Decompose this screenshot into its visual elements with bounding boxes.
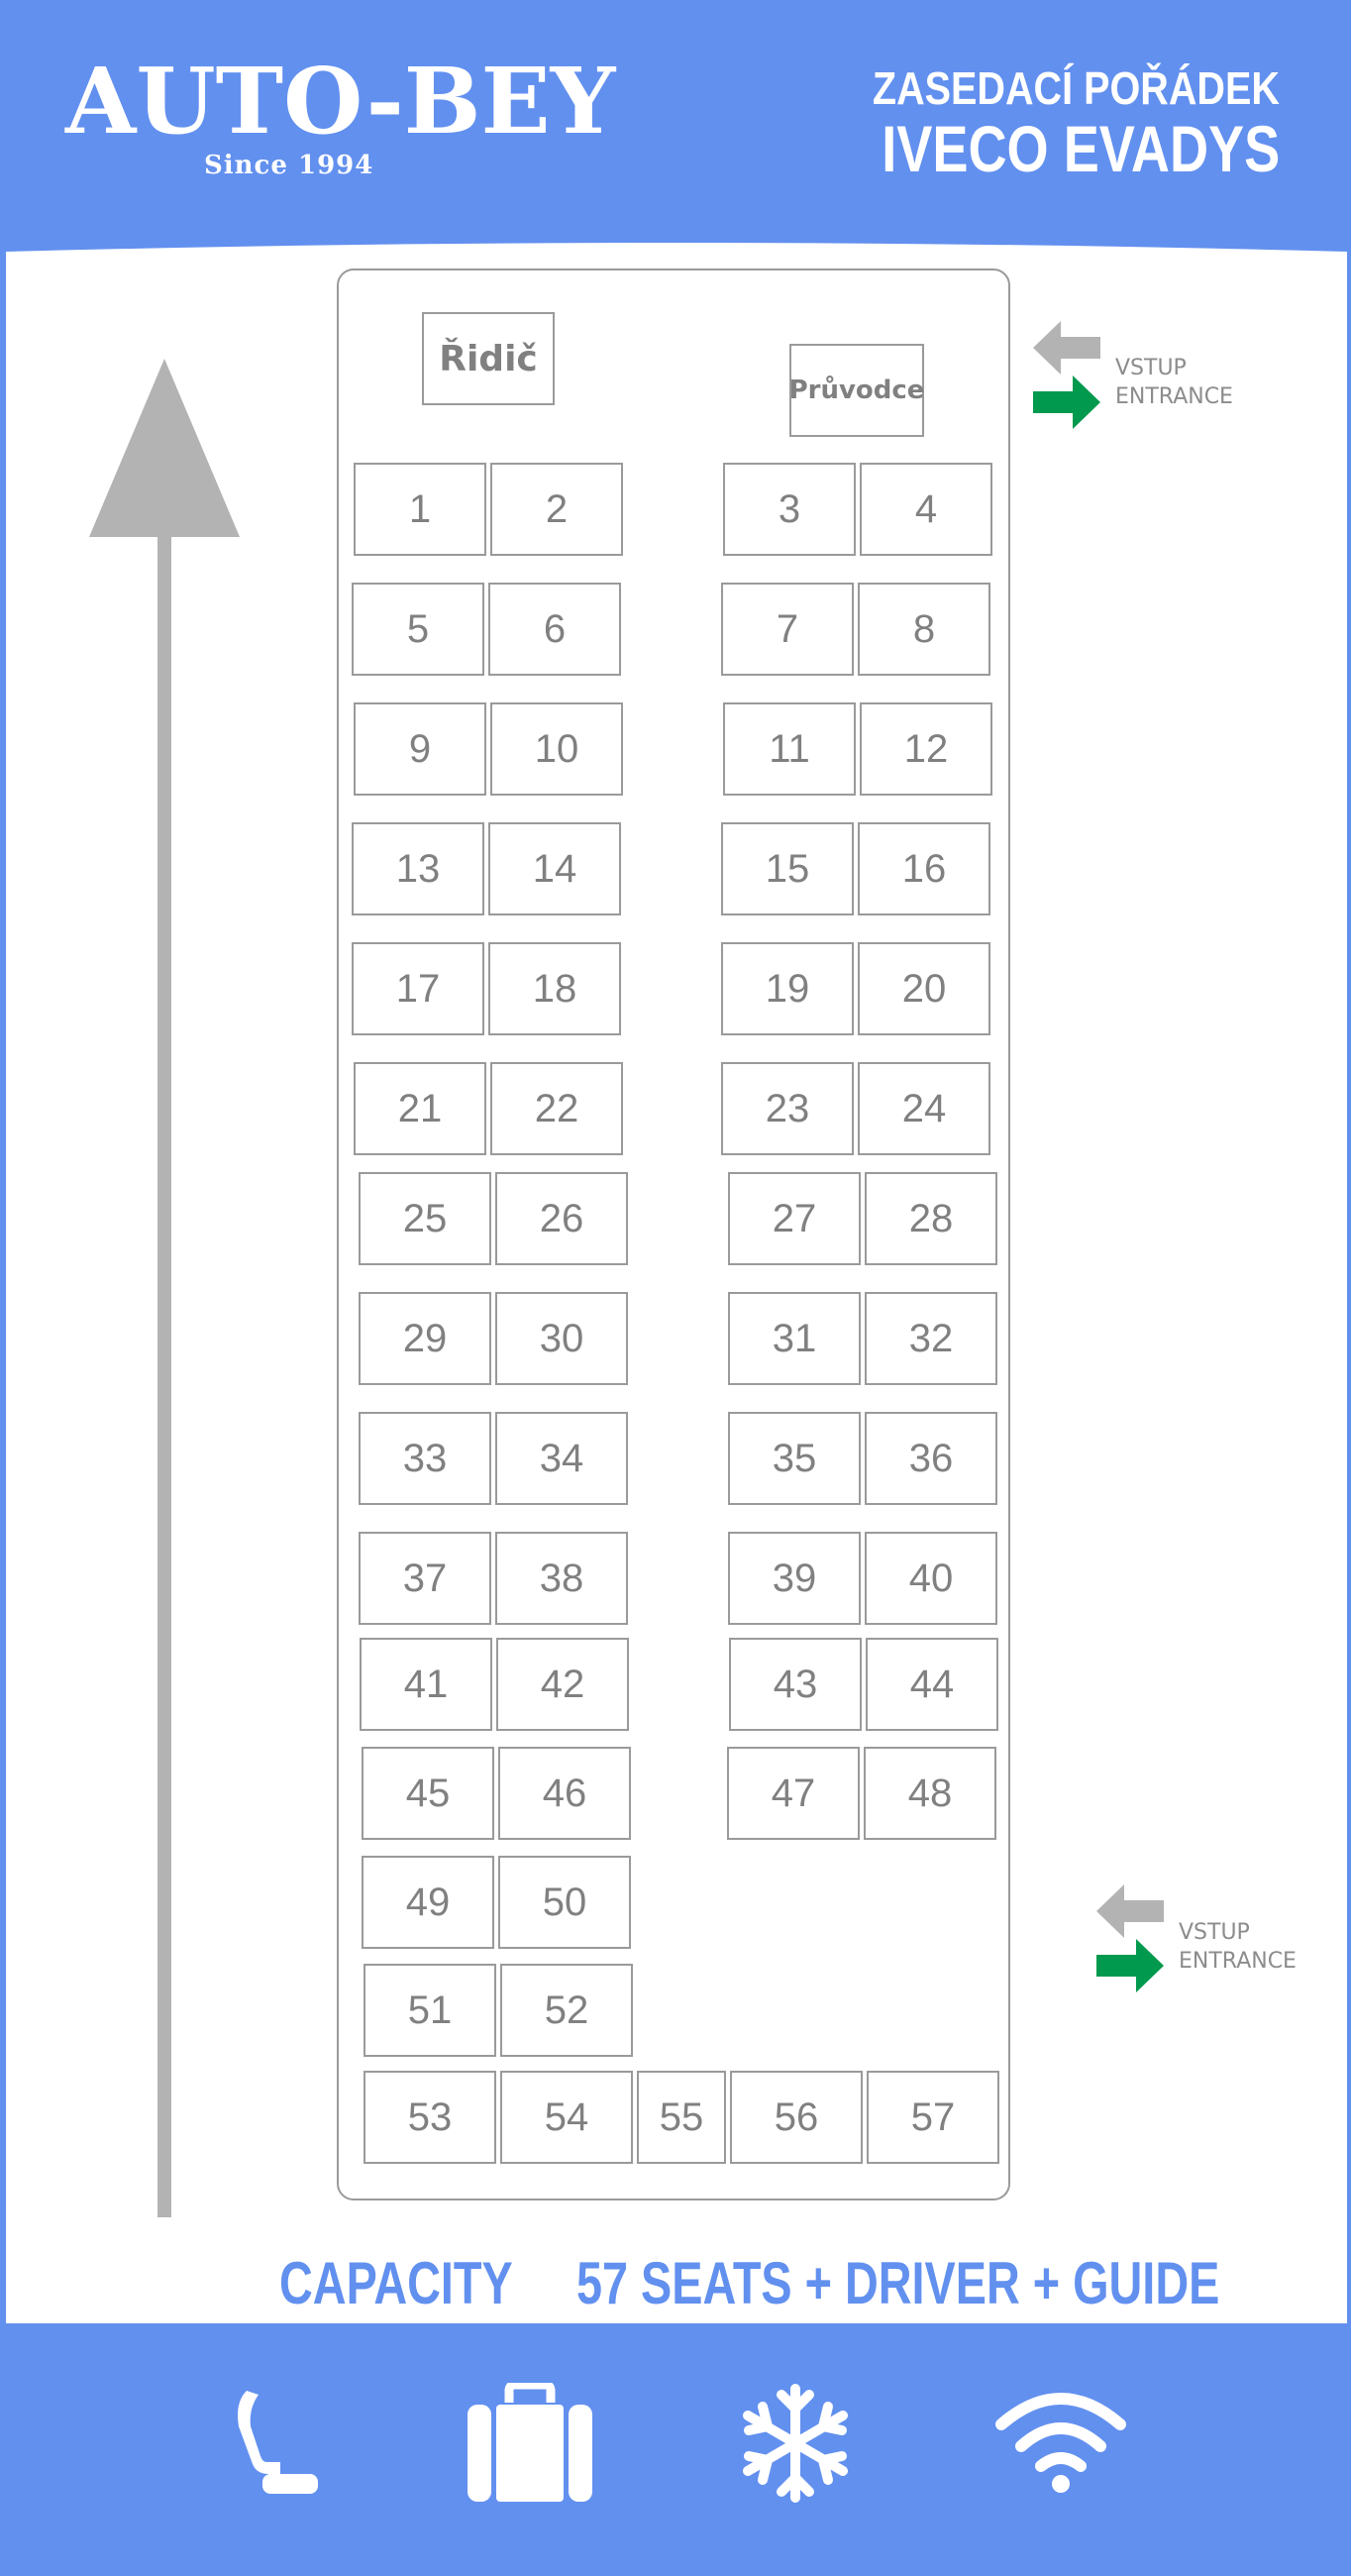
seat-29: 29 bbox=[359, 1292, 491, 1385]
seat-28: 28 bbox=[865, 1172, 997, 1265]
seat-3: 3 bbox=[723, 463, 856, 556]
page-title: ZASEDACÍ POŘÁDEK bbox=[872, 62, 1280, 114]
seat-27: 27 bbox=[728, 1172, 861, 1265]
seat-51: 51 bbox=[364, 1964, 496, 2057]
seat-23: 23 bbox=[721, 1062, 854, 1155]
seat-43: 43 bbox=[729, 1638, 862, 1731]
seat-11: 11 bbox=[723, 702, 856, 796]
seat-16: 16 bbox=[858, 822, 990, 915]
seat-14: 14 bbox=[488, 822, 621, 915]
guide-seat: Průvodce bbox=[789, 344, 924, 437]
entrance-front-label-2: ENTRANCE bbox=[1115, 384, 1233, 409]
brand-since: Since 1994 bbox=[204, 151, 374, 180]
enter-arrow-icon bbox=[1033, 376, 1100, 429]
seat-26: 26 bbox=[495, 1172, 628, 1265]
seat-7: 7 bbox=[721, 583, 854, 676]
entrance-middle-label-1: VSTUP bbox=[1179, 1920, 1250, 1945]
seat-46: 46 bbox=[498, 1747, 631, 1840]
seat-40: 40 bbox=[865, 1532, 997, 1625]
entrance-front-label-1: VSTUP bbox=[1115, 356, 1187, 380]
brand-logo: AUTO-BEY bbox=[65, 48, 616, 155]
enter-arrow-icon bbox=[1096, 1939, 1164, 1992]
seat-36: 36 bbox=[865, 1412, 997, 1505]
seat-53: 53 bbox=[364, 2071, 496, 2164]
seat-1: 1 bbox=[354, 463, 486, 556]
seat-17: 17 bbox=[352, 942, 484, 1035]
seat-39: 39 bbox=[728, 1532, 861, 1625]
seat-45: 45 bbox=[362, 1747, 494, 1840]
seat-48: 48 bbox=[864, 1747, 996, 1840]
seat-2: 2 bbox=[490, 463, 623, 556]
wifi-icon bbox=[993, 2385, 1128, 2494]
seat-22: 22 bbox=[490, 1062, 623, 1155]
seat-57: 57 bbox=[867, 2071, 999, 2164]
seat-24: 24 bbox=[858, 1062, 990, 1155]
seat-18: 18 bbox=[488, 942, 621, 1035]
seat-5: 5 bbox=[352, 583, 484, 676]
seat-49: 49 bbox=[362, 1856, 494, 1949]
seat-20: 20 bbox=[858, 942, 990, 1035]
luggage-icon bbox=[466, 2383, 594, 2504]
bus-model: IVECO EVADYS bbox=[882, 112, 1280, 185]
seat-15: 15 bbox=[721, 822, 854, 915]
seat-55: 55 bbox=[637, 2071, 726, 2164]
seat-41: 41 bbox=[360, 1638, 492, 1731]
amenities-footer bbox=[0, 2323, 1351, 2576]
seat-44: 44 bbox=[866, 1638, 998, 1731]
exit-arrow-icon bbox=[1033, 321, 1100, 375]
seat-19: 19 bbox=[721, 942, 854, 1035]
entrance-front-icon bbox=[1033, 319, 1102, 448]
seat-42: 42 bbox=[496, 1638, 629, 1731]
capacity-label: CAPACITY bbox=[279, 2250, 513, 2316]
seat-12: 12 bbox=[860, 702, 992, 796]
seat-10: 10 bbox=[490, 702, 623, 796]
seat-8: 8 bbox=[858, 583, 990, 676]
seat-54: 54 bbox=[500, 2071, 633, 2164]
seat-30: 30 bbox=[495, 1292, 628, 1385]
seat-47: 47 bbox=[727, 1747, 860, 1840]
entrance-middle-label-2: ENTRANCE bbox=[1179, 1949, 1297, 1974]
seat-38: 38 bbox=[495, 1532, 628, 1625]
seat-50: 50 bbox=[498, 1856, 631, 1949]
seat-6: 6 bbox=[488, 583, 621, 676]
driver-seat: Řidič bbox=[422, 312, 555, 405]
seat-25: 25 bbox=[359, 1172, 491, 1265]
seat-37: 37 bbox=[359, 1532, 491, 1625]
seat-icon bbox=[233, 2383, 322, 2502]
seat-56: 56 bbox=[730, 2071, 863, 2164]
seat-4: 4 bbox=[860, 463, 992, 556]
air-conditioning-icon bbox=[735, 2383, 856, 2504]
seat-21: 21 bbox=[354, 1062, 486, 1155]
seat-33: 33 bbox=[359, 1412, 491, 1505]
capacity-value: 57 SEATS + DRIVER + GUIDE bbox=[576, 2250, 1220, 2316]
seat-34: 34 bbox=[495, 1412, 628, 1505]
seat-9: 9 bbox=[354, 702, 486, 796]
seat-32: 32 bbox=[865, 1292, 997, 1385]
seat-31: 31 bbox=[728, 1292, 861, 1385]
seat-35: 35 bbox=[728, 1412, 861, 1505]
seat-52: 52 bbox=[500, 1964, 633, 2057]
exit-arrow-icon bbox=[1096, 1884, 1164, 1938]
entrance-middle-icon bbox=[1096, 1882, 1166, 2011]
seat-13: 13 bbox=[352, 822, 484, 915]
